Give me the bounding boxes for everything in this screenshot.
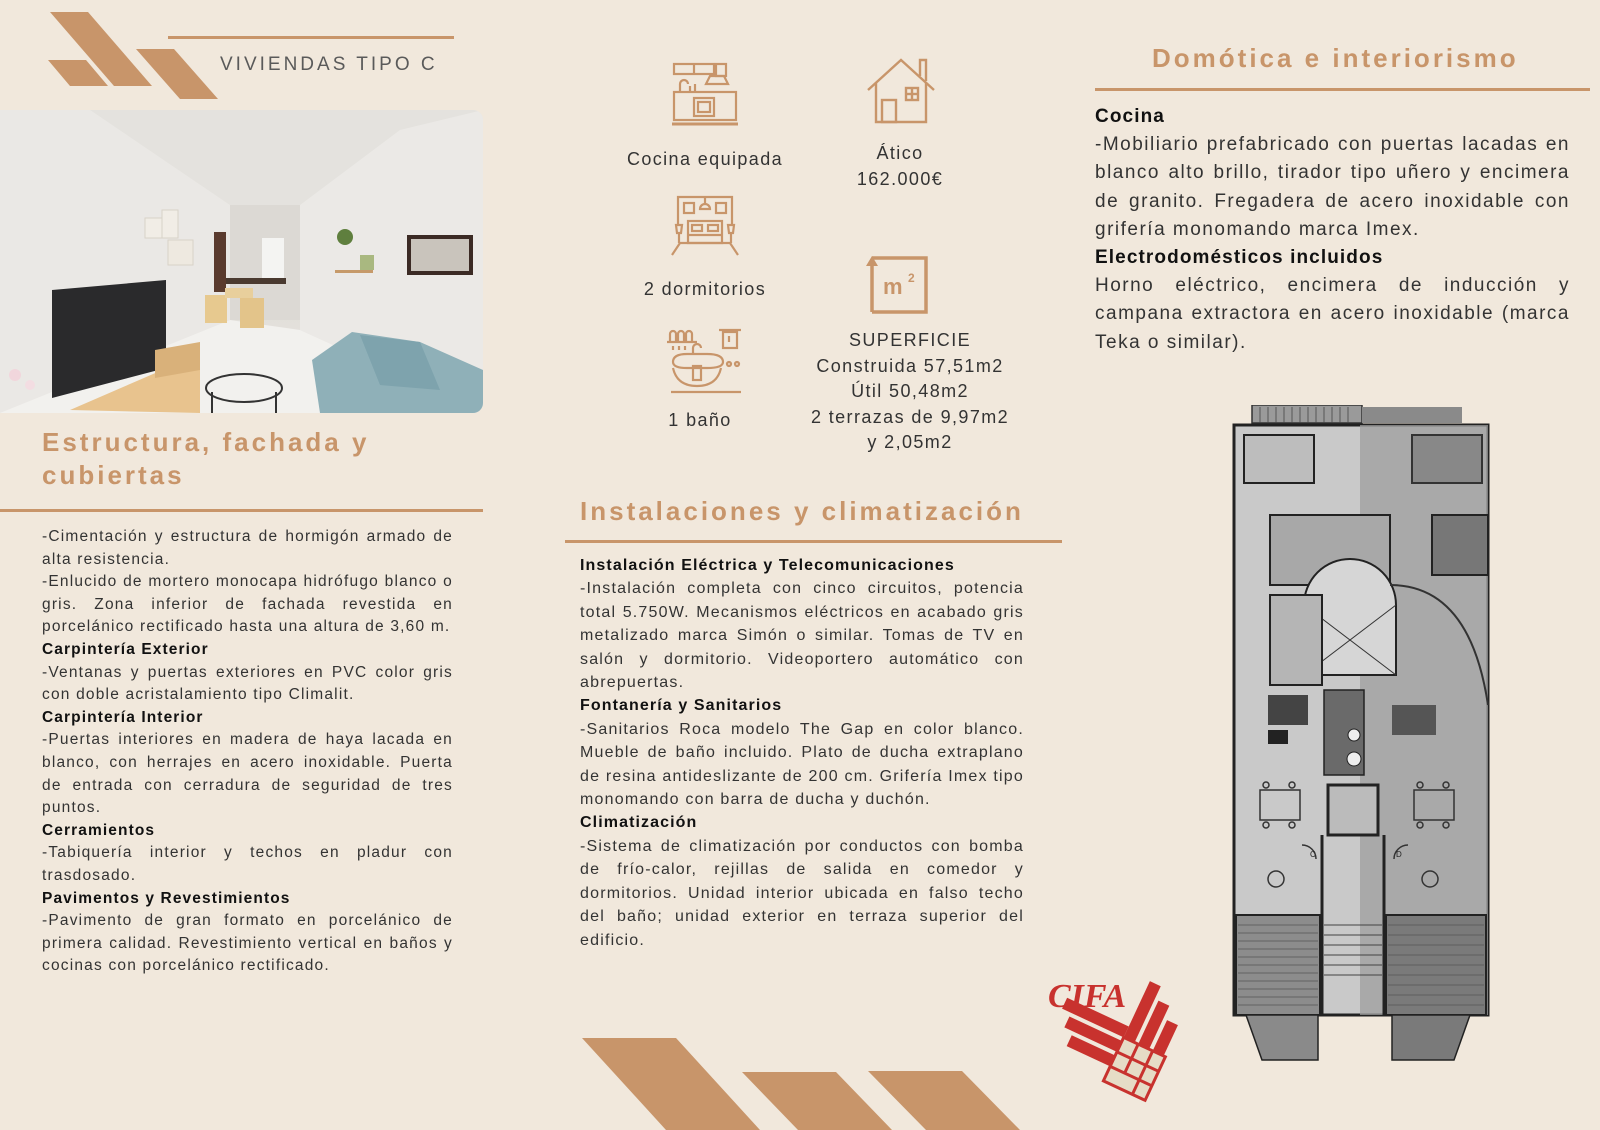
- subheading-electrica: Instalación Eléctrica y Telecomunicaciones: [580, 557, 955, 574]
- paragraph: -Pavimento de gran formato en porcelánico de primera calidad. Revestimiento vertical en baños y cocinas con porcelánico rectificado.: [42, 912, 453, 975]
- section-rule-estructura: [0, 509, 483, 512]
- area-m2-icon: [866, 254, 932, 316]
- subheading-fontaneria: Fontanería y Sanitarios: [580, 697, 783, 715]
- feature-label-dormitorios: 2 dormitorios: [643, 279, 767, 299]
- feature-superficie: [790, 328, 1030, 456]
- section-heading-domotica: Domótica e interiorismo: [1152, 43, 1519, 73]
- subheading-carpinteria-exterior: Carpintería Exterior: [42, 640, 209, 658]
- svg-text:2: 2: [908, 271, 915, 285]
- section-rule-domotica: [1095, 88, 1590, 91]
- floor-plan-drawing: [1232, 405, 1490, 1065]
- logo-text: CIFA: [1048, 978, 1127, 1015]
- subheading-carpinteria-interior: Carpintería Interior: [42, 708, 204, 726]
- superficie-construida: Construida 57,51m2: [816, 355, 1004, 376]
- heading-line-1: Estructura, fachada y: [42, 427, 370, 457]
- paragraph: -Mobiliario prefabricado con puertas lacadas en blanco alto brillo, tirador tipo uñero y encimera de granito. Fregadera de acero inoxidable con grifería monomando marca Imex.: [1095, 134, 1570, 240]
- svg-text:m: m: [883, 274, 903, 299]
- subheading-cerramientos: Cerramientos: [42, 821, 156, 839]
- floor-plan: [1232, 405, 1490, 1065]
- interior-render-photo: [0, 110, 483, 413]
- cifa-logo: [1040, 965, 1180, 1110]
- paragraph: -Ventanas y puertas exteriores en PVC color gris con doble acristalamiento tipo Climalit.: [42, 663, 453, 704]
- paragraph: -Tabiquería interior y techos en pladur con trasdosado.: [42, 844, 453, 884]
- paragraph: -Cimentación y estructura de hormigón armado de alta resistencia.: [42, 528, 453, 568]
- section-heading-instalaciones: Instalaciones y climatización: [580, 496, 1024, 526]
- subheading-pavimentos: Pavimentos y Revestimientos: [42, 889, 291, 907]
- subheading-cocina: Cocina: [1095, 106, 1165, 127]
- living-room-illustration: [0, 110, 483, 413]
- paragraph: -Sanitarios Roca modelo The Gap en color blanco. Mueble de baño incluido. Plato de ducha extraplano de resina antideslizante de 200 cm. Grifería Imex tipo monomando con barra de ducha y duchón.: [580, 720, 1024, 809]
- kitchen-icon: [672, 62, 738, 128]
- feature-label-atico: Ático: [876, 143, 924, 163]
- domotica-body: [1095, 103, 1570, 357]
- paragraph: Horno eléctrico, encimera de inducción y campana extractora en acero inoxidable (marca Teka o similar).: [1095, 275, 1570, 353]
- superficie-terrazas: 2 terrazas de 9,97m2: [810, 406, 1010, 427]
- paragraph: -Puertas interiores en madera de haya lacada en blanco, con herrajes en acero inoxidable. Puerta de entrada con cerradura de seguridad de tres puntos.: [42, 731, 453, 817]
- section-heading-estructura: [42, 426, 369, 492]
- estructura-body: [42, 526, 453, 978]
- subheading-electrodomesticos: Electrodomésticos incluidos: [1095, 247, 1384, 269]
- door-label-d: D: [1396, 850, 1402, 859]
- stripes-graphic: [0, 0, 230, 105]
- header-rule: [168, 36, 454, 39]
- cifa-logo-mark: [1040, 965, 1180, 1110]
- decorative-stripes-bottom: [560, 1030, 1040, 1130]
- heading-line-2: cubiertas: [42, 460, 185, 490]
- bedroom-icon: [670, 195, 740, 257]
- section-rule-instalaciones: [565, 540, 1062, 543]
- feature-atico: [830, 140, 970, 192]
- subheading-climatizacion: Climatización: [580, 814, 698, 832]
- price-value: 162.000€: [856, 169, 944, 189]
- feature-label-bano: 1 baño: [668, 410, 732, 430]
- house-icon: [866, 56, 936, 126]
- bathroom-icon: [667, 328, 743, 394]
- door-label-c: C: [1310, 850, 1316, 859]
- feature-label-cocina: Cocina equipada: [626, 149, 784, 169]
- document-title: VIVIENDAS TIPO C: [220, 54, 438, 75]
- superficie-title: SUPERFICIE: [848, 330, 972, 350]
- instalaciones-body: [580, 554, 1024, 952]
- paragraph: -Sistema de climatización por conductos con bomba de frío-calor, rejillas de salida en comedor y dormitorios. Unidad interior ubicada en falso techo del baño; unidad exterior en terraza superior del edificio.: [580, 837, 1024, 949]
- paragraph: -Instalación completa con cinco circuitos, potencia total 5.750W. Mecanismos eléctricos en acabado gris metalizado marca Simón o similar. Tomas de TV en salón y dormitorio. Videoportero automático con abrepuertas.: [580, 580, 1024, 692]
- paragraph: -Enlucido de mortero monocapa hidrófugo blanco o gris. Zona inferior de fachada revestida en porcelánico rectificado hasta una altura de 3,60 m.: [42, 573, 453, 636]
- superficie-util: Útil 50,48m2: [851, 381, 969, 401]
- superficie-terrazas-2: y 2,05m2: [867, 432, 953, 452]
